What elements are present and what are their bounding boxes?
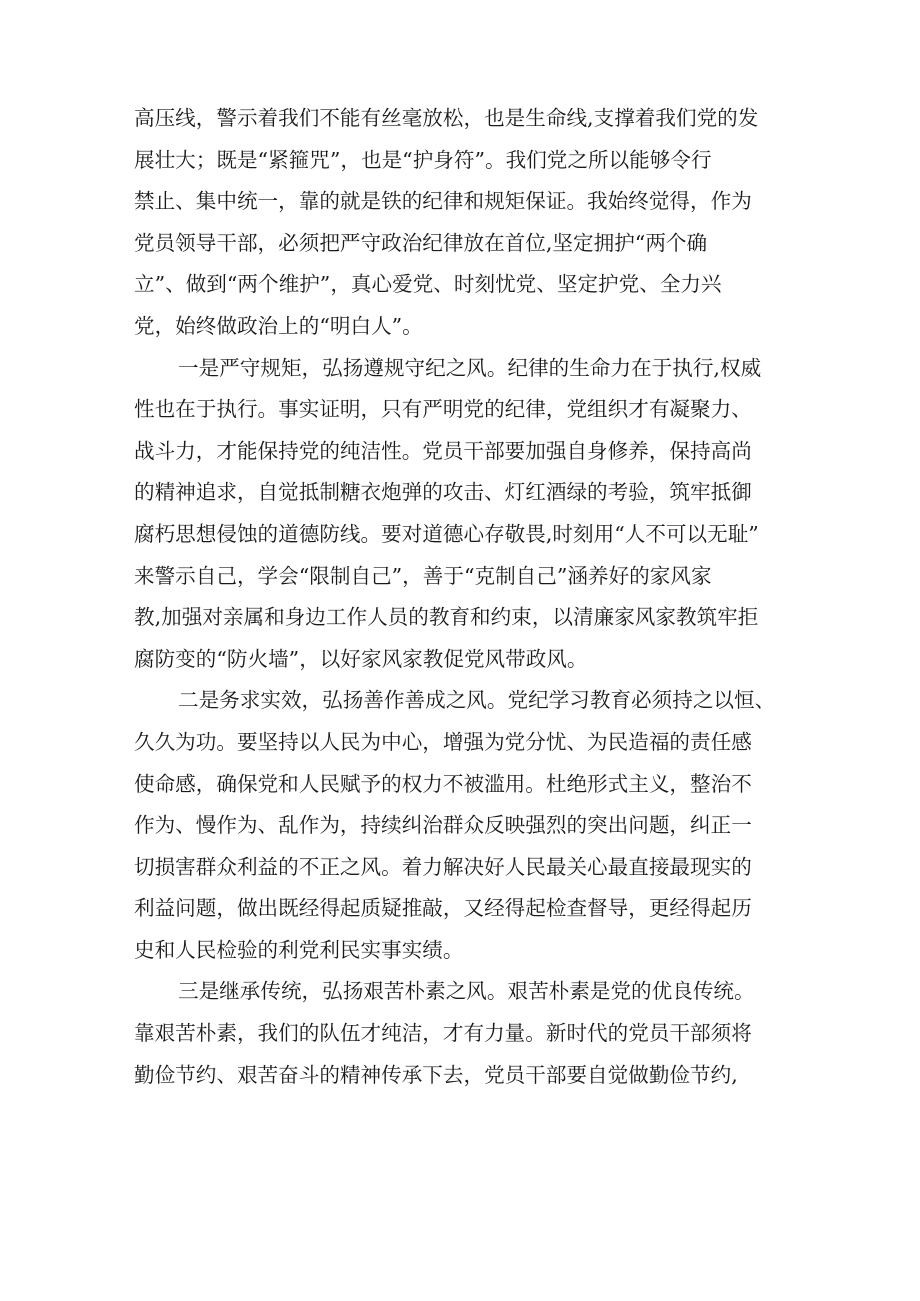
text-line: 性也在于执行。事实证明，只有严明党的纪律，党组织才有凝聚力、 xyxy=(134,397,752,422)
text-line: 党员领导干部，必须把严守政治纪律放在首位,坚定拥护“两个确 xyxy=(134,230,708,255)
text-line: 腐防变的“防火墙”，以好家风家教促党风带政风。 xyxy=(134,646,588,671)
document-body xyxy=(134,98,794,1096)
text-line: 教,加强对亲属和身边工作人员的教育和约束，以清廉家风家教筑牢拒 xyxy=(134,605,759,630)
paragraph xyxy=(134,348,794,681)
text-line: 展壮大；既是“紧箍咒”，也是“护身符”。我们党之所以能够令行 xyxy=(134,147,712,172)
text-line: 切损害群众利益的不正之风。着力解决好人民最关心最直接最现实的 xyxy=(134,854,752,879)
text-line: 三是继承传统，弘扬艰苦朴素之风。艰苦朴素是党的优良传统。 xyxy=(178,979,755,1004)
text-line: 作为、慢作为、乱作为，持续纠治群众反映强烈的突出问题，纠正一 xyxy=(134,813,752,838)
text-line: 久久为功。要坚持以人民为中心，增强为党分忧、为民造福的责任感 xyxy=(134,729,752,754)
text-line: 的精神追求，自觉抵制糖衣炮弹的攻击、灯红酒绿的考验，筑牢抵御 xyxy=(134,480,752,505)
text-line: 利益问题，做出既经得起质疑推敲，又经得起检查督导，更经得起历 xyxy=(134,896,752,921)
text-line: 党，始终做政治上的“明白人”。 xyxy=(134,313,423,338)
text-line: 史和人民检验的利党利民实事实绩。 xyxy=(134,937,464,962)
text-line: 腐朽思想侵蚀的道德防线。要对道德心存敬畏,时刻用“人不可以无耻” xyxy=(134,521,759,546)
paragraph xyxy=(134,971,794,1096)
text-line: 勤俭节约、艰苦奋斗的精神传承下去，党员干部要自觉做勤俭节约, xyxy=(134,1062,738,1087)
text-line: 一是严守规矩，弘扬遵规守纪之风。纪律的生命力在于执行,权威 xyxy=(178,355,762,380)
text-line: 使命感，确保党和人民赋予的权力不被滥用。杜绝形式主义，整治不 xyxy=(134,771,752,796)
paragraph xyxy=(134,680,794,971)
text-line: 来警示自己，学会“限制自己”，善于“克制自己”涵养好的家风家 xyxy=(134,563,712,588)
paragraph xyxy=(134,98,794,348)
text-line: 禁止、集中统一，靠的就是铁的纪律和规矩保证。我始终觉得，作为 xyxy=(134,189,752,214)
text-line: 二是务求实效，弘扬善作善成之风。党纪学习教育必须持之以恒、 xyxy=(178,688,776,713)
text-line: 靠艰苦朴素，我们的队伍才纯洁，才有力量。新时代的党员干部须将 xyxy=(134,1021,752,1046)
text-line: 立”、做到“两个维护”，真心爱党、时刻忧党、坚定护党、全力兴 xyxy=(134,272,722,297)
text-line: 高压线，警示着我们不能有丝毫放松，也是生命线,支撑着我们党的发 xyxy=(134,106,759,130)
text-line: 战斗力，才能保持党的纯洁性。党员干部要加强自身修养，保持高尚 xyxy=(134,438,752,463)
